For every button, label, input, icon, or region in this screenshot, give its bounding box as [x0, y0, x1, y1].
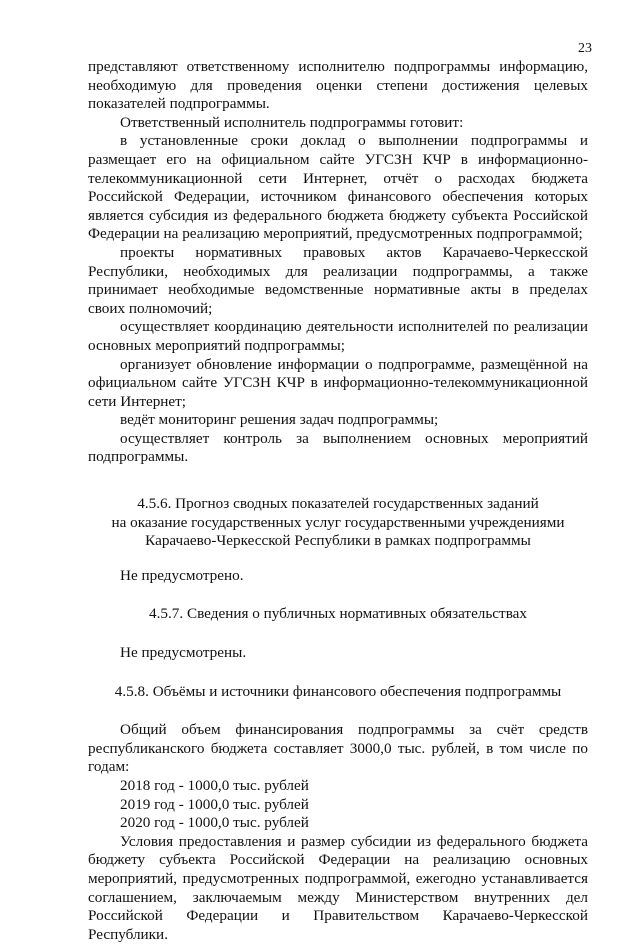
financing-year-2018: 2018 год - 1000,0 тыс. рублей — [120, 777, 309, 794]
section-heading-4-5-8: 4.5.8. Объёмы и источники финансового обеспечения подпрограммы — [114, 682, 562, 700]
section-heading-4-5-6 — [88, 495, 588, 551]
paragraph-control: осуществляет контроль за выполнением основных мероприятий подпрограммы. — [88, 429, 588, 466]
financing-year-2020: 2020 год - 1000,0 тыс. рублей — [120, 814, 309, 832]
paragraph-report: в установленные сроки доклад о выполнении подпрограммы и размещает его на официальном сайте УГСЗН КЧР в информационно-телекоммуникационной сети Интернет, отчёт о расходах бюджета Российской Федерации, источником финансового обеспечения которых является субсидия из федерального бюджета бюджету субъекта Российской Федерации на реализацию мероприятий, предусмотренных подпрограммой; — [88, 132, 588, 243]
page-content — [88, 58, 588, 944]
paragraph-info-update: организует обновление информации о подпрограмме, размещённой на официальном сайте УГСЗН КЧР в информационно-телекоммуникационной сети Интернет; — [88, 355, 588, 410]
paragraph-coordination: осуществляет координацию деятельности исполнителей по реализации основных мероприятий подпрограммы; — [88, 318, 588, 354]
heading-line: на оказание государственных услуг государственными учреждениями — [111, 513, 565, 531]
financing-year-2019: 2019 год - 1000,0 тыс. рублей — [120, 795, 309, 813]
paragraph-draft-acts: проекты нормативных правовых актов Карачаево-Черкесской Республики, необходимых для реализации подпрограммы, а также принимает необходимые ведомственные нормативные акты в пределах своих полномочий; — [88, 243, 588, 317]
financing-intro: Общий объем финансирования подпрограммы за счёт средств республиканского бюджета составляет 3000,0 тыс. рублей, в том числе по годам: — [88, 721, 588, 776]
paragraph-executor-prepares: Ответственный исполнитель подпрограммы готовит: — [120, 113, 464, 131]
page-number: 23 — [578, 41, 592, 56]
section-heading-4-5-7: 4.5.7. Сведения о публичных нормативных обязательствах — [149, 605, 527, 623]
section-text-4-5-7: Не предусмотрены. — [120, 644, 247, 662]
financing-conditions: Условия предоставления и размер субсидии из федерального бюджета бюджету субъекта Российской Федерации на реализацию основных мероприятий, предусмотренных подпрограммой, ежегодно устанавливается соглашением, заключаемым между Министерством внутренних дел Российской Федерации и Правительством Карачаево-Черкесской Республики. — [88, 832, 588, 943]
section-text-4-5-6: Не предусмотрено. — [120, 566, 244, 584]
heading-line: 4.5.6. Прогноз сводных показателей государственных заданий — [137, 495, 539, 513]
paragraph-continued: представляют ответственному исполнителю подпрограммы информацию, необходимую для проведения оценки степени достижения целевых показателей подпрограммы. — [88, 58, 588, 113]
paragraph-monitoring: ведёт мониторинг решения задач подпрограммы; — [120, 411, 439, 429]
heading-line: Карачаево-Черкесской Республики в рамках подпрограммы — [145, 532, 531, 550]
